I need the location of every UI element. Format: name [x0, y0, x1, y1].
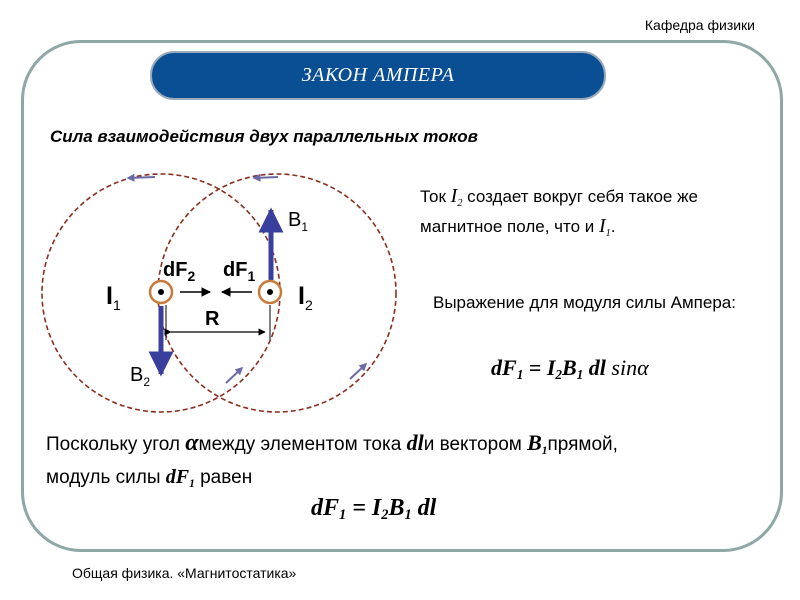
- footer-course-label: Общая физика. «Магнитостатика»: [72, 565, 297, 581]
- paragraph-current-i2: Ток $I_2$ создает вокруг себя такое же магнитное поле, что и $I_1$.: [420, 185, 698, 239]
- field-arrow-bottom-1: [226, 368, 242, 383]
- field-arrow-bottom-2: [350, 364, 366, 379]
- r-label: R: [205, 308, 220, 330]
- formula-ampere-general: $dF_1 = I_2B_1$ dl sinα: [491, 355, 649, 382]
- slide-title: ЗАКОН АМПЕРА: [301, 64, 455, 86]
- df1-label: $dF_1$: [223, 259, 256, 284]
- b1-label: $B_1$: [288, 209, 309, 234]
- df2-label: $dF_2$: [163, 259, 196, 284]
- i1-label: $I_1$: [106, 282, 121, 313]
- paragraph-angle-condition: Поскольку угол αмежду элементом тока dlи вектором $B_1прямой$, модуль силы $dF_1$ равен: [46, 430, 618, 490]
- department-label: Кафедра физики: [644, 17, 755, 33]
- formula-ampere-perpendicular: $dF_1 = I_2B_1$ dl: [311, 495, 437, 523]
- field-arrow-top-1: [128, 177, 155, 178]
- wire-i1-dot: [158, 289, 164, 295]
- b2-label: $B_2$: [130, 364, 151, 389]
- paragraph-ampere-expression: Выражение для модуля силы Ампера:: [433, 293, 736, 312]
- slide-subtitle: Сила взаимодействия двух параллельных токов: [50, 127, 478, 146]
- i2-label: $I_2$: [298, 282, 313, 313]
- field-arrow-top-2: [254, 177, 278, 178]
- wire-i2-dot: [267, 289, 273, 295]
